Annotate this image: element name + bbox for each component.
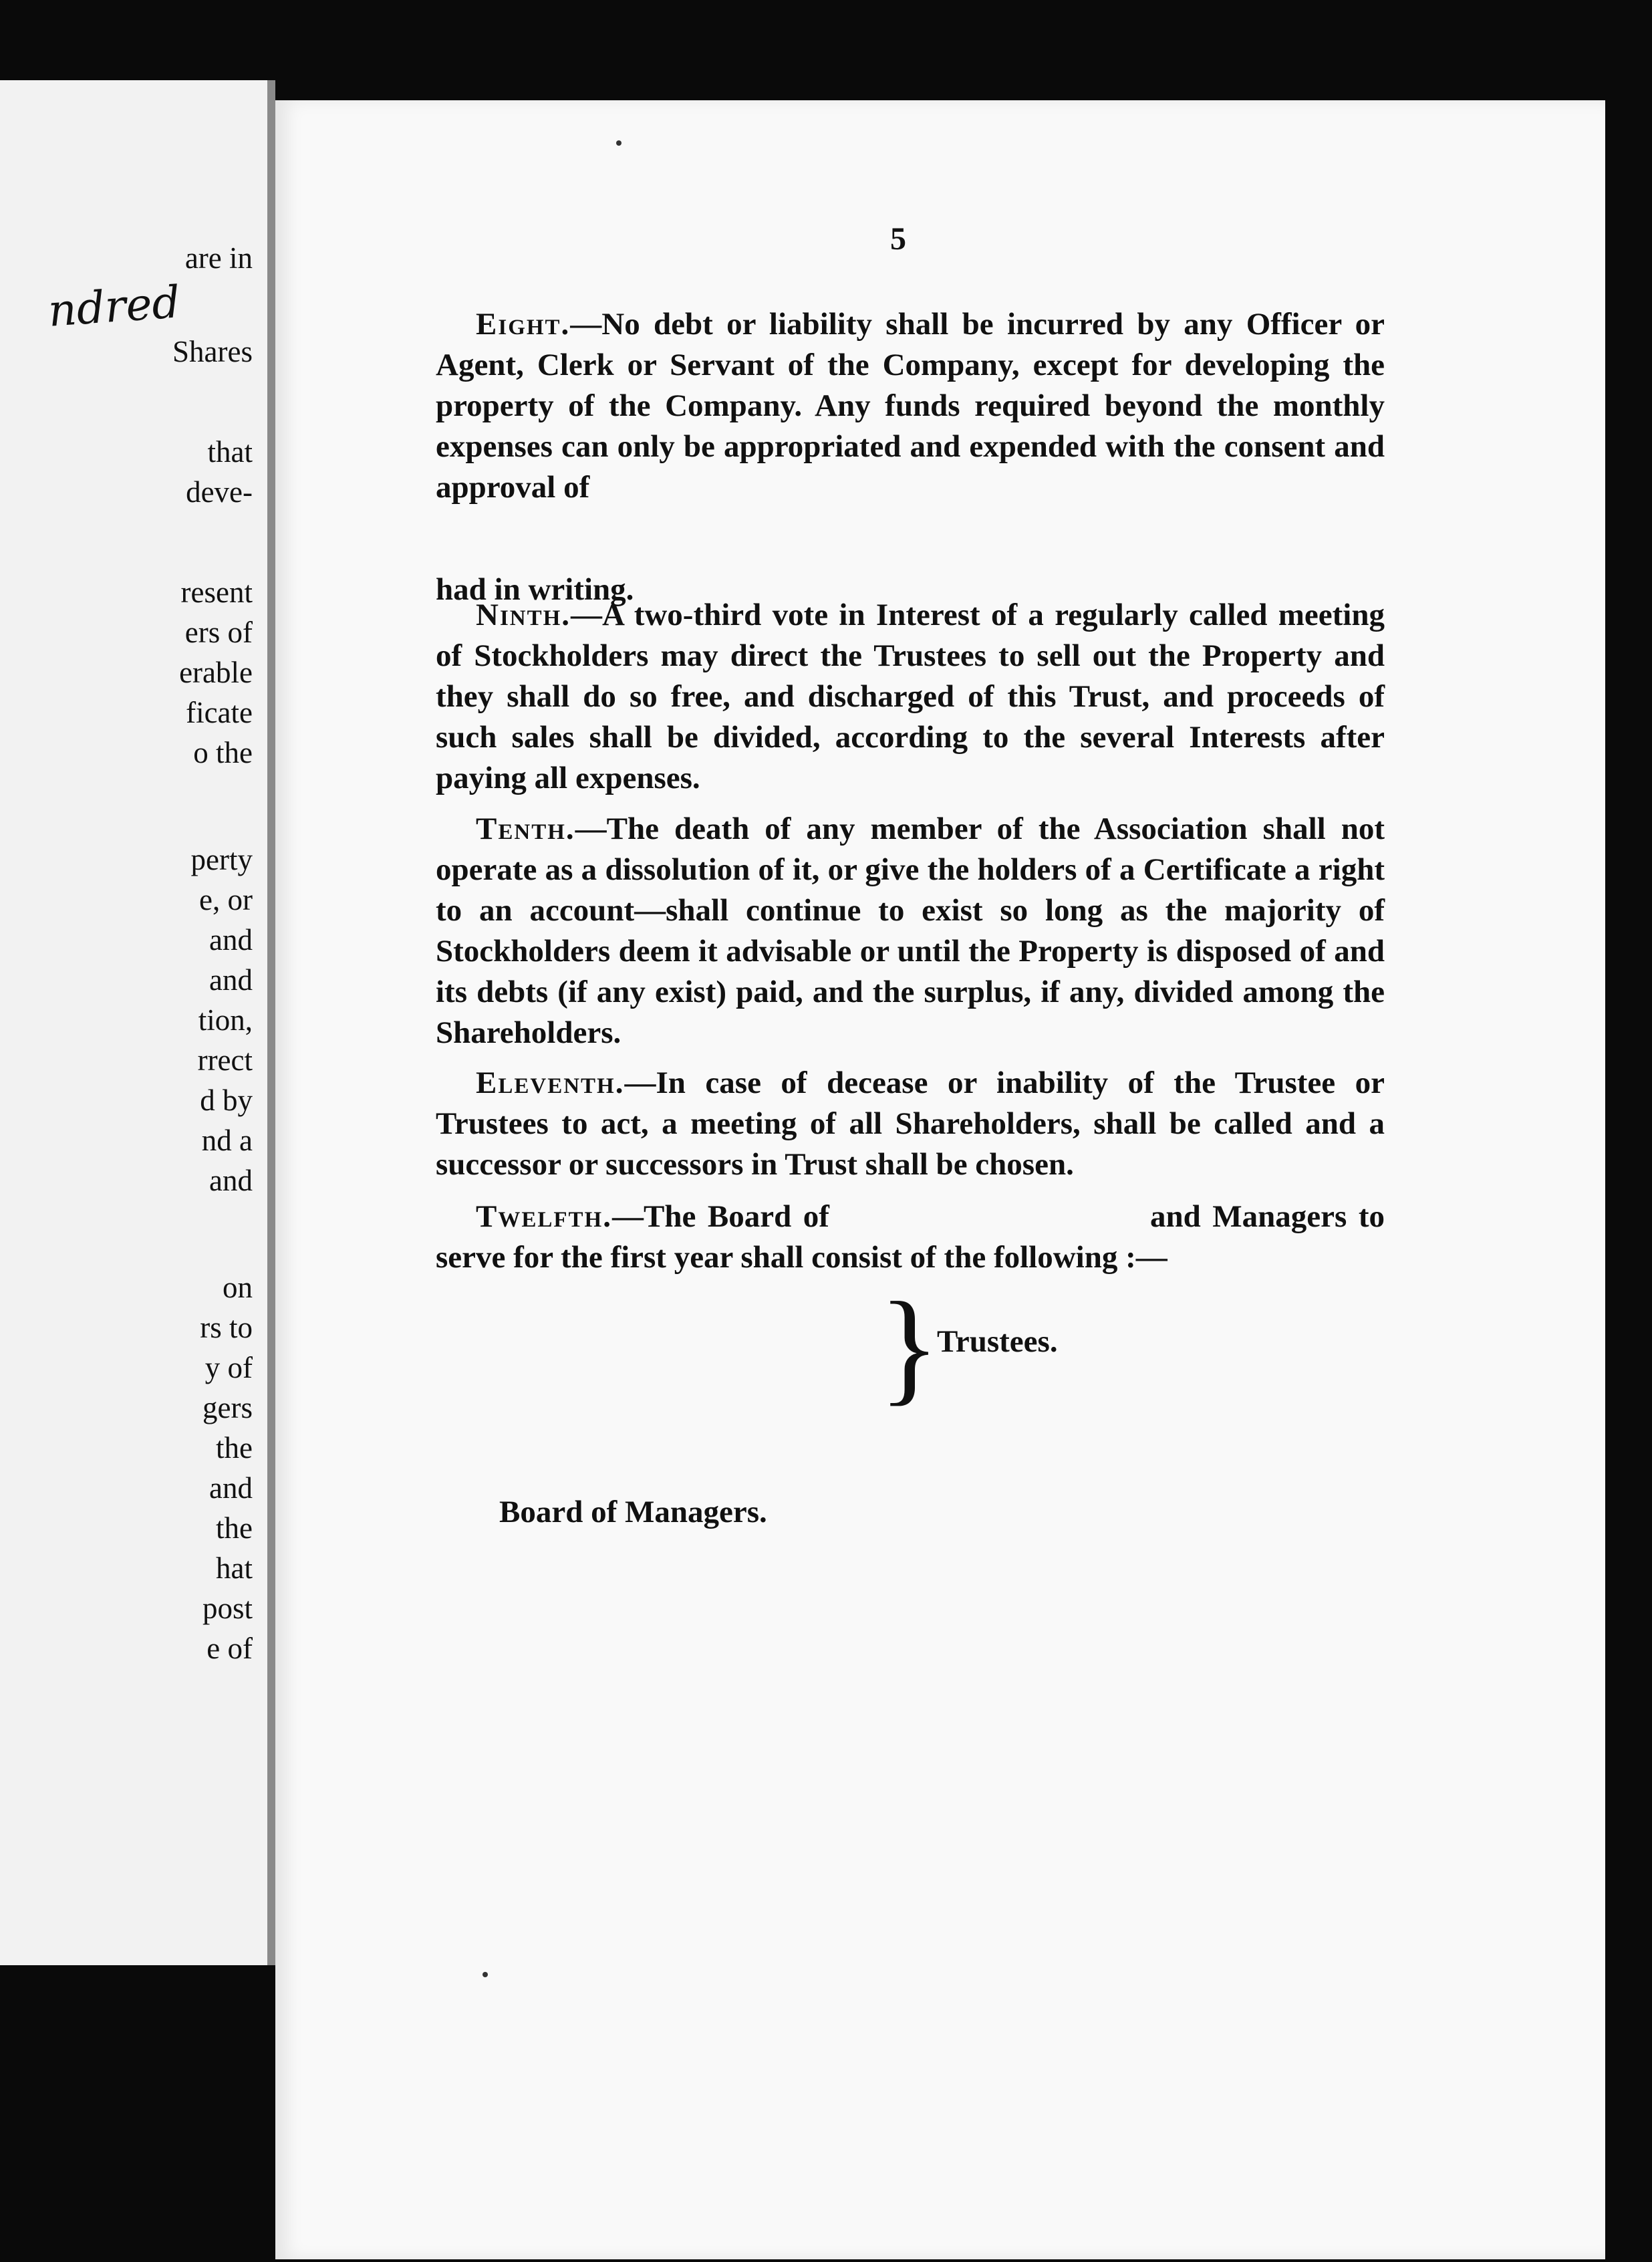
left-page-fragment: and [209, 963, 253, 997]
left-page-fragment: y of [204, 1351, 253, 1384]
article-twelfth-text-after: and Managers to serve for the first year shall consist of the following :— [436, 1199, 1385, 1275]
page-number: 5 [890, 221, 906, 257]
article-eleventh-lead: Eleventh. [476, 1065, 625, 1100]
left-page-fragment: and [209, 923, 253, 957]
article-eight-text: —No debt or liability shall be incurred by any Officer or Agent, Clerk or Servant of the Company, except for developing the property of the Company. Any funds required beyond the monthly expenses can only be appropriated and expended with the consent and approval of [436, 307, 1385, 505]
board-of-managers-label: Board of Managers. [499, 1495, 767, 1529]
left-page-fragment: d by [200, 1084, 253, 1117]
left-page-fragment: ficate [186, 696, 253, 729]
article-eight [436, 304, 1385, 508]
left-page-fragment: Shares [172, 335, 253, 368]
article-tenth [436, 809, 1385, 1053]
left-page-fragment: e of [206, 1632, 253, 1665]
article-tenth-lead: Tenth. [476, 811, 575, 846]
written-text: had in writing. [436, 572, 634, 607]
left-page-fragment: post [202, 1592, 253, 1625]
left-page-fragment: the [216, 1431, 253, 1465]
left-page-fragment: and [209, 1164, 253, 1197]
previous-page [0, 80, 271, 1965]
speck [483, 1972, 488, 1977]
left-page-fragment: erable [179, 656, 253, 689]
left-page-fragment: rs to [200, 1311, 253, 1344]
left-page-fragment: tion, [198, 1003, 253, 1037]
brace-icon: } [879, 1277, 940, 1417]
left-page-fragment: deve- [186, 475, 253, 509]
left-page-fragment: ers of [184, 616, 253, 649]
left-page-fragment: are in [184, 241, 253, 275]
left-page-fragment: that [207, 435, 253, 469]
article-ninth-lead: Ninth. [476, 598, 571, 632]
article-ninth [436, 595, 1385, 799]
left-page-fragment: rrect [197, 1043, 253, 1077]
left-page-fragment: and [209, 1471, 253, 1505]
current-page [275, 100, 1605, 2259]
article-eleventh [436, 1063, 1385, 1185]
trustees-label: Trustees. [937, 1324, 1058, 1359]
left-page-fragment: e, or [199, 883, 253, 916]
speck [616, 140, 622, 146]
left-page-fragment: o the [193, 736, 253, 769]
article-eight-lead: Eight. [476, 307, 571, 342]
book-gutter [267, 80, 275, 1965]
handwritten-word: ndred [46, 276, 182, 337]
left-page-fragment: the [216, 1511, 253, 1545]
left-page-fragment: hat [216, 1551, 253, 1585]
left-page-fragment: on [223, 1271, 253, 1304]
article-ninth-text: —A two-third vote in Interest of a regularly called meeting of Stockholders may direct the Trustees to sell out the Property and they shall do so free, and discharged of this Trust, and proceeds of such sales shall be divided, according to the several Interests after paying all expenses. [436, 598, 1385, 795]
article-twelfth-lead: Twelfth. [476, 1199, 612, 1234]
article-tenth-text: —The death of any member of the Association shall not operate as a dissolution of it, or give the holders of a Certificate a right to an account—shall continue to exist so long as the majority of Stockholders deem it advisable or until the Property is disposed of and its debts (if any exist) paid, and the surplus, if any, divided among the Shareholders. [436, 811, 1385, 1050]
article-twelfth-text-before: —The Board of [611, 1199, 829, 1234]
left-page-fragment: resent [180, 576, 253, 609]
left-page-fragment: perty [190, 843, 253, 876]
left-page-fragment: gers [202, 1391, 253, 1424]
article-twelfth [436, 1197, 1385, 1278]
left-page-fragment: nd a [201, 1124, 253, 1157]
article-eleventh-text: —In case of decease or inability of the Trustee or Trustees to act, a meeting of all Shareholders, shall be called and a successor or successors in Trust shall be chosen. [436, 1065, 1385, 1182]
